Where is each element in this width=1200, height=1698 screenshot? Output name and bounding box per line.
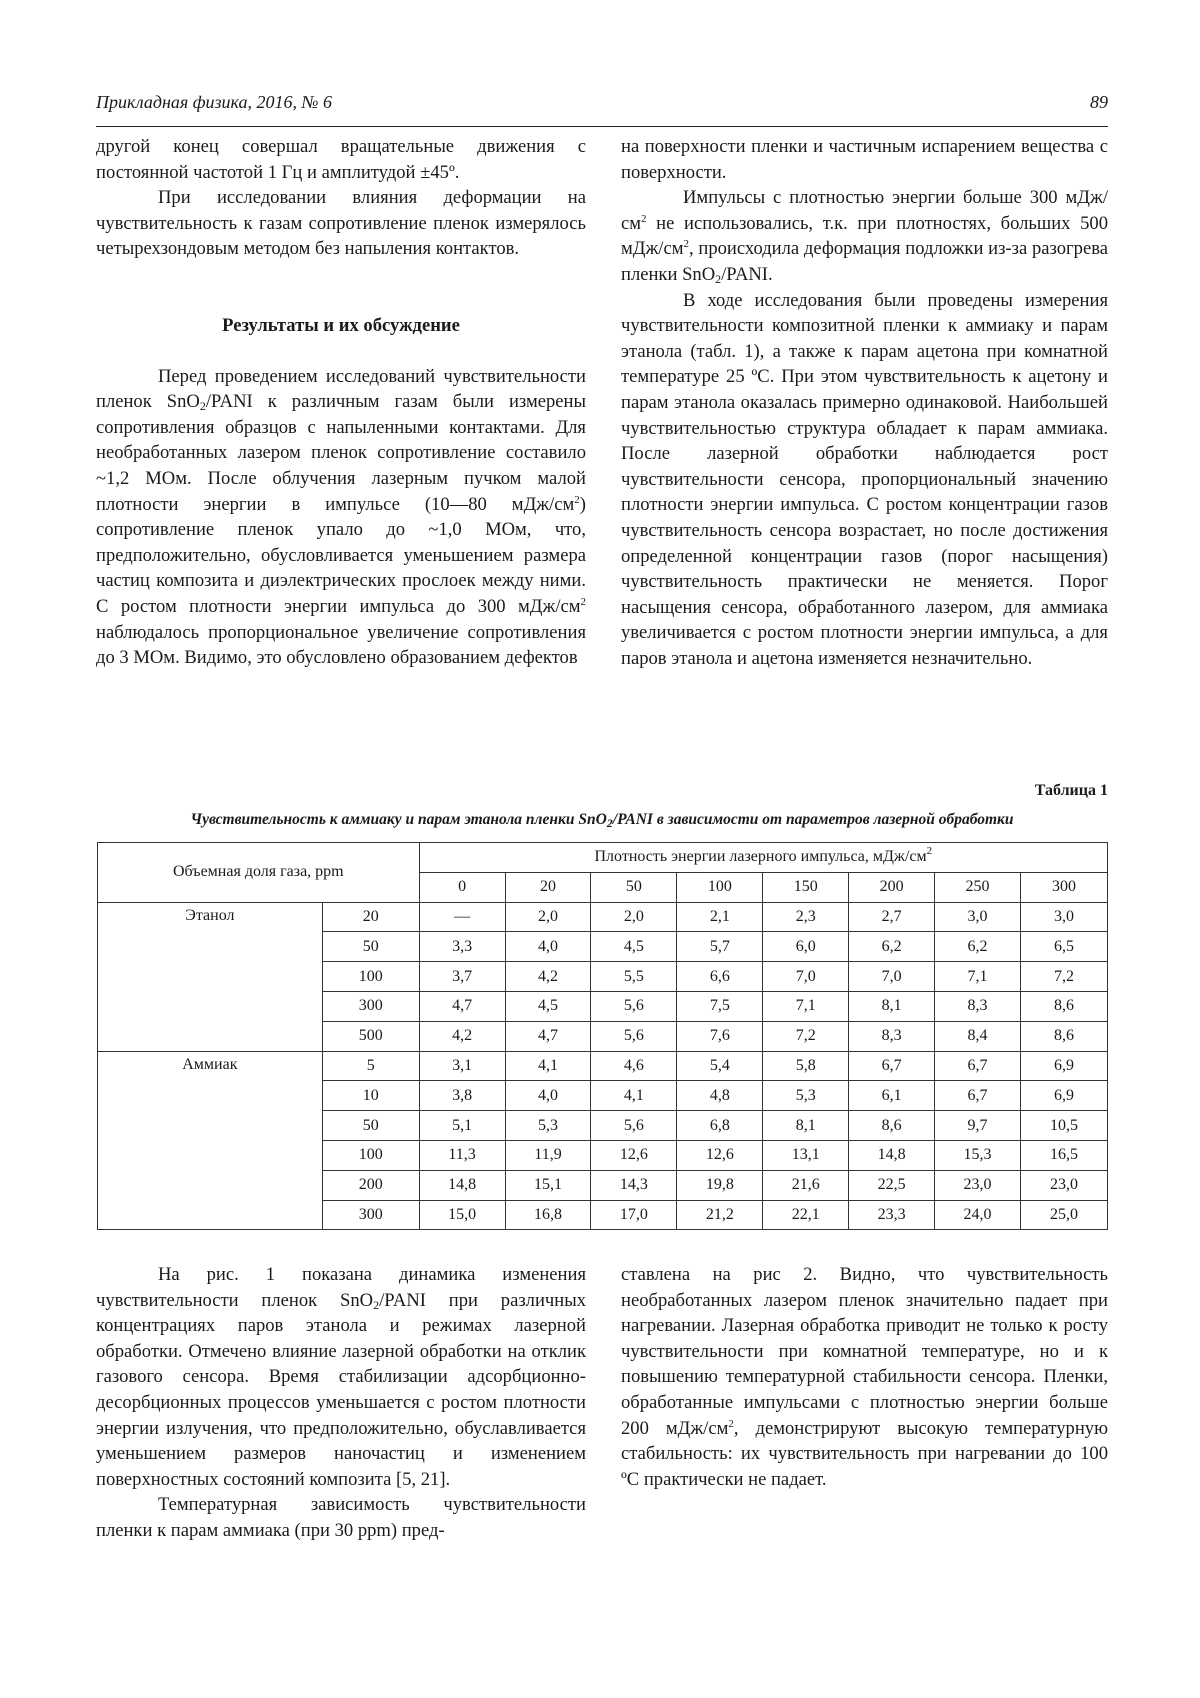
left-column-bottom [96, 1262, 586, 1544]
sensitivity-cell: — [419, 902, 505, 932]
ppm-value: 100 [322, 1140, 419, 1170]
sensitivity-cell: 19,8 [677, 1170, 763, 1200]
sensitivity-cell: 2,3 [763, 902, 849, 932]
sensitivity-cell: 4,7 [505, 1021, 591, 1051]
sensitivity-cell: 11,3 [419, 1140, 505, 1170]
sensitivity-cell: 4,0 [505, 932, 591, 962]
paragraph: При исследовании влияния деформации на чувствительность к газам сопротивление пленок измерялось четырехзондовым методом без напыления контактов. [96, 187, 586, 260]
column-header: 150 [763, 872, 849, 902]
sensitivity-cell: 23,0 [1020, 1170, 1107, 1200]
column-header: 50 [591, 872, 677, 902]
sensitivity-cell: 8,3 [935, 991, 1021, 1021]
sensitivity-cell: 5,3 [505, 1111, 591, 1141]
spacer [96, 262, 586, 313]
sensitivity-cell: 22,5 [849, 1170, 935, 1200]
sensitivity-cell: 3,1 [419, 1051, 505, 1081]
paragraph: на поверхности пленки и частичным испарением вещества с поверхности. [621, 136, 1108, 183]
sensitivity-cell: 21,6 [763, 1170, 849, 1200]
sensitivity-cell: 7,1 [763, 991, 849, 1021]
sensitivity-cell: 6,6 [677, 962, 763, 992]
sensitivity-cell: 4,1 [591, 1081, 677, 1111]
sensitivity-cell: 5,8 [763, 1051, 849, 1081]
sensitivity-cell: 24,0 [935, 1200, 1021, 1230]
sensitivity-cell: 5,5 [591, 962, 677, 992]
sensitivity-cell: 6,9 [1020, 1081, 1107, 1111]
ppm-value: 50 [322, 1111, 419, 1141]
sensitivity-cell: 5,6 [591, 1021, 677, 1051]
sensitivity-cell: 8,1 [849, 991, 935, 1021]
sensitivity-cell: 6,7 [849, 1051, 935, 1081]
page-number: 89 [1090, 92, 1108, 112]
table-row [98, 902, 1108, 932]
paragraph: другой конец совершал вращательные движения с постоянной частотой 1 Гц и амплитудой ±45º. [96, 136, 586, 183]
sensitivity-cell: 14,8 [419, 1170, 505, 1200]
section-title: Результаты и их обсуждение [222, 314, 460, 336]
ppm-value: 5 [322, 1051, 419, 1081]
sensitivity-cell: 5,1 [419, 1111, 505, 1141]
sensitivity-cell: 2,1 [677, 902, 763, 932]
sensitivity-cell: 4,5 [505, 991, 591, 1021]
journal-title: Прикладная физика, 2016, № 6 [96, 92, 332, 112]
sensitivity-cell: 8,1 [763, 1111, 849, 1141]
column-group-header: Плотность энергии лазерного импульса, мДж/$см^2$ [419, 843, 1107, 873]
sensitivity-cell: 5,3 [763, 1081, 849, 1111]
sensitivity-cell: 8,6 [849, 1111, 935, 1141]
sensitivity-table [97, 842, 1108, 1230]
sensitivity-cell: 3,0 [1020, 902, 1107, 932]
sensitivity-cell: 5,6 [591, 991, 677, 1021]
sensitivity-cell: 25,0 [1020, 1200, 1107, 1230]
sensitivity-cell: 23,3 [849, 1200, 935, 1230]
sensitivity-cell: 6,1 [849, 1081, 935, 1111]
table-row [98, 1051, 1108, 1081]
sensitivity-cell: 2,0 [591, 902, 677, 932]
sensitivity-cell: 7,2 [763, 1021, 849, 1051]
spacer [96, 339, 586, 364]
paragraph: В ходе исследования были проведены измерения чувствительности композитной пленки к аммиаку и парам этанола (табл. 1), а также к парам ацетона при комнатной температуре 25 ºС. При этом чувствительность к ацетону и парам этанола оказалась примерно одинаковой. Наибольшей чувствительностью структура обладает к парам аммиака. После лазерной обработки наблюдается рост чувствительности сенсора, пропорциональный значению плотности энергии импульса. С ростом концентрации газов чувствительность сенсора возрастает, но после достижения определенной концентрации газов (порог насыщения) чувствительность практически не меняется. Порог насыщения сенсора, обработанного лазером, для аммиака увеличивается с ростом плотности энергии импульса, а для паров этанола и ацетона изменяется незначительно. [621, 289, 1108, 669]
paragraph: Перед проведением исследований чувствительности пленок SnO$_2$/PANI к различным газам были измерены сопротивления образцов с напыленными контактами. Для необработанных лазером пленок сопротивление составило ~1,2 МОм. После облучения лазерным пучком малой плотности энергии в импульсе (10—80 мДж/$см^2$) сопротивление пленок упало до ~1,0 МОм, что, предположительно, обусловливается уменьшением размера частиц композита и диэлектрических прослоек между ними. С ростом плотности энергии импульса до 300 мДж/$см^2$ наблюдалось пропорциональное увеличение сопротивления до 3 МОм. Видимо, это обусловлено образованием дефектов [96, 365, 586, 669]
sensitivity-cell: 6,2 [849, 932, 935, 962]
table-label: Таблица 1 [1034, 782, 1108, 799]
sensitivity-cell: 6,2 [935, 932, 1021, 962]
gas-name: Этанол [98, 902, 323, 1051]
paragraph: ставлена на рис 2. Видно, что чувствительность необработанных лазером пленок значительно падает при нагревании. Лазерная обработка приводит не только к росту чувствительности при комнатной температуре, но и к повышению температурной стабильности сенсора. Пленки, обработанные импульсами с плотностью энергии больше 200 мДж/$см^2$, демонстрируют высокую температурную стабильность: их чувствительность при нагревании до 100 ºС практически не падает. [621, 1264, 1108, 1490]
sensitivity-cell: 11,9 [505, 1140, 591, 1170]
sensitivity-cell: 5,7 [677, 932, 763, 962]
sensitivity-cell: 4,2 [419, 1021, 505, 1051]
sensitivity-cell: 8,6 [1020, 1021, 1107, 1051]
sensitivity-cell: 6,7 [935, 1051, 1021, 1081]
sensitivity-cell: 23,0 [935, 1170, 1021, 1200]
sensitivity-cell: 5,6 [591, 1111, 677, 1141]
column-header: 100 [677, 872, 763, 902]
paragraph: На рис. 1 показана динамика изменения чувствительности пленок SnO$_2$/PANI при различных концентрациях паров этанола и режимах лазерной обработки. Отмечено влияние лазерной обработки на отклик газового сенсора. Время стабилизации адсорбционно-десорбционных процессов уменьшается с ростом плотности энергии излучения, что предположительно, обуславливается уменьшением размеров наночастиц и изменением поверхностных состояний композита [5, 21]. [96, 1264, 587, 1490]
ppm-value: 300 [322, 991, 419, 1021]
sensitivity-cell: 15,0 [419, 1200, 505, 1230]
column-header: 0 [419, 872, 505, 902]
paragraph: Импульсы с плотностью энергии больше 300 мДж/$см^2$ не использовались, т.к. при плотностях, больших 500 мДж/$см^2$, происходила деформация подложки из-за разогрева пленки SnO$_2$/PANI. [621, 187, 1108, 286]
sensitivity-cell: 10,5 [1020, 1111, 1107, 1141]
sensitivity-cell: 3,7 [419, 962, 505, 992]
sensitivity-cell: 4,7 [419, 991, 505, 1021]
sensitivity-cell: 21,2 [677, 1200, 763, 1230]
sensitivity-cell: 16,8 [505, 1200, 591, 1230]
sensitivity-cell: 17,0 [591, 1200, 677, 1230]
ppm-value: 300 [322, 1200, 419, 1230]
ppm-value: 20 [322, 902, 419, 932]
sensitivity-cell: 3,8 [419, 1081, 505, 1111]
sensitivity-cell: 6,0 [763, 932, 849, 962]
sensitivity-cell: 16,5 [1020, 1140, 1107, 1170]
sensitivity-cell: 7,6 [677, 1021, 763, 1051]
column-header: 250 [935, 872, 1021, 902]
ppm-value: 50 [322, 932, 419, 962]
sensitivity-cell: 7,0 [849, 962, 935, 992]
sensitivity-cell: 14,8 [849, 1140, 935, 1170]
sensitivity-cell: 14,3 [591, 1170, 677, 1200]
ppm-value: 500 [322, 1021, 419, 1051]
running-head [96, 92, 1108, 122]
sensitivity-cell: 6,5 [1020, 932, 1107, 962]
sensitivity-cell: 12,6 [677, 1140, 763, 1170]
sensitivity-cell: 13,1 [763, 1140, 849, 1170]
left-column-top [96, 134, 586, 671]
ppm-value: 100 [322, 962, 419, 992]
sensitivity-cell: 15,3 [935, 1140, 1021, 1170]
sensitivity-cell: 8,6 [1020, 991, 1107, 1021]
sensitivity-cell: 7,2 [1020, 962, 1107, 992]
right-column-bottom [621, 1262, 1108, 1492]
sensitivity-cell: 6,7 [935, 1081, 1021, 1111]
row-header: Объемная доля газа, ppm [98, 843, 420, 903]
sensitivity-cell: 22,1 [763, 1200, 849, 1230]
ppm-value: 200 [322, 1170, 419, 1200]
column-header: 200 [849, 872, 935, 902]
column-header: 300 [1020, 872, 1107, 902]
table-caption: Чувствительность к аммиаку и парам этанола пленки SnO$_2$/PANI в зависимости от параметров лазерной обработки [190, 811, 1014, 830]
paragraph: Температурная зависимость чувствительности пленки к парам аммиака (при 30 ppm) пред- [96, 1494, 586, 1541]
sensitivity-cell: 8,3 [849, 1021, 935, 1051]
sensitivity-cell: 4,2 [505, 962, 591, 992]
sensitivity-cell: 3,0 [935, 902, 1021, 932]
sensitivity-cell: 4,8 [677, 1081, 763, 1111]
sensitivity-cell: 4,5 [591, 932, 677, 962]
sensitivity-cell: 2,7 [849, 902, 935, 932]
right-column-top [621, 134, 1108, 671]
column-header: 20 [505, 872, 591, 902]
sensitivity-cell: 9,7 [935, 1111, 1021, 1141]
sensitivity-cell: 3,3 [419, 932, 505, 962]
sensitivity-cell: 4,0 [505, 1081, 591, 1111]
sensitivity-cell: 6,8 [677, 1111, 763, 1141]
sensitivity-cell: 7,5 [677, 991, 763, 1021]
sensitivity-cell: 6,9 [1020, 1051, 1107, 1081]
sensitivity-cell: 2,0 [505, 902, 591, 932]
ppm-value: 10 [322, 1081, 419, 1111]
sensitivity-cell: 15,1 [505, 1170, 591, 1200]
sensitivity-cell: 7,0 [763, 962, 849, 992]
sensitivity-cell: 7,1 [935, 962, 1021, 992]
sensitivity-cell: 4,6 [591, 1051, 677, 1081]
sensitivity-cell: 4,1 [505, 1051, 591, 1081]
header-rule [96, 126, 1108, 127]
sensitivity-cell: 5,4 [677, 1051, 763, 1081]
gas-name: Аммиак [98, 1051, 323, 1230]
sensitivity-cell: 12,6 [591, 1140, 677, 1170]
sensitivity-cell: 8,4 [935, 1021, 1021, 1051]
